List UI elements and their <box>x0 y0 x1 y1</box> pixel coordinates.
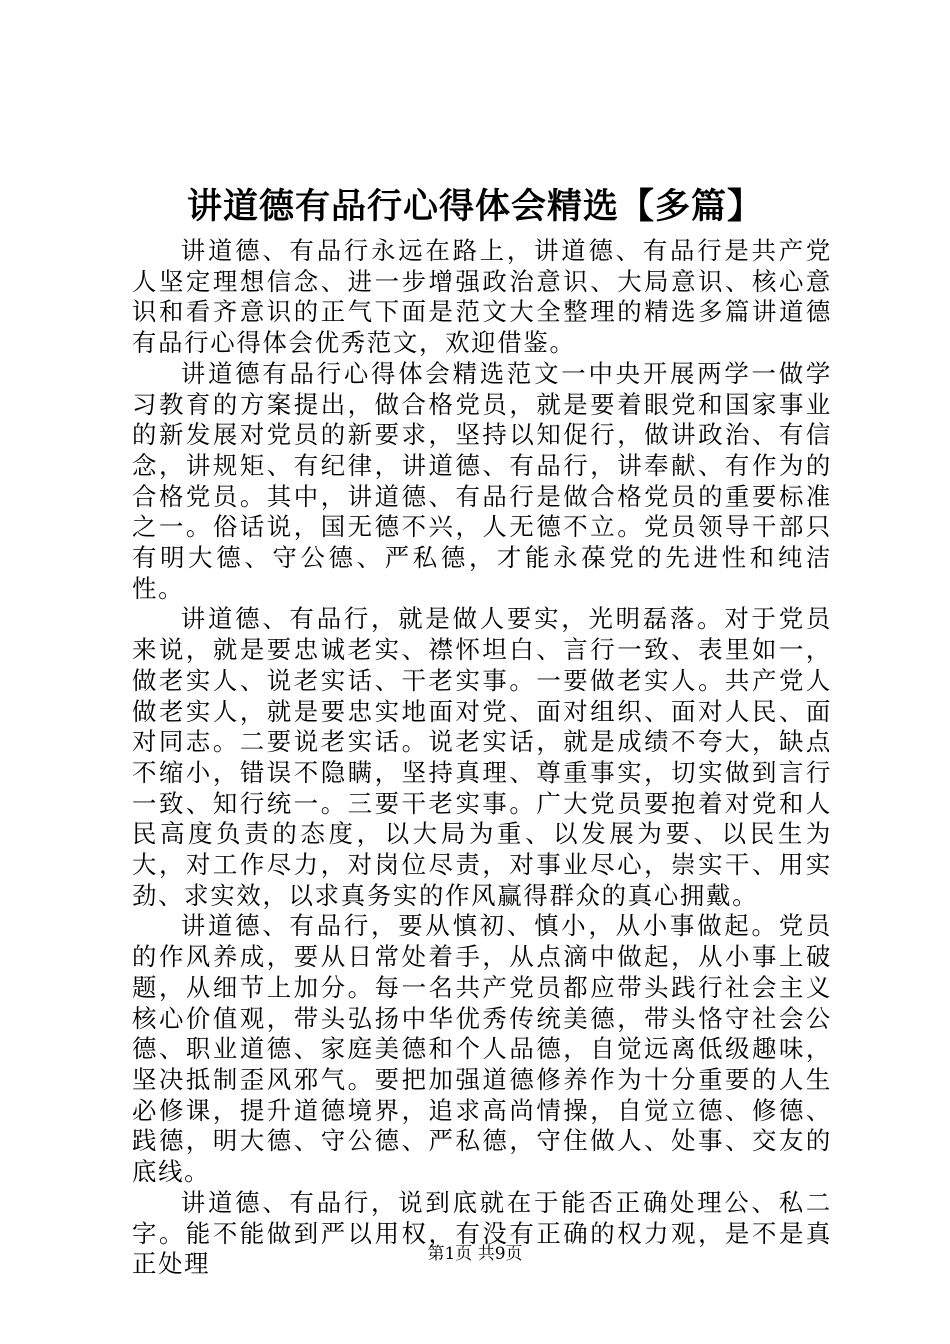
document-title: 讲道德有品行心得体会精选【多篇】 <box>186 186 763 227</box>
paragraph-small-things: 讲道德、有品行，要从慎初、慎小，从小事做起。党员的作风养成，要从日常处着手，从点滴中做起，从小事上破题，从细节上加分。每一名共产党员都应带头践行社会主义核心价值观，带头弘扬中华优秀传统美德，带头恪守社会公德、职业道德、家庭美德和个人品德，自觉远离低级趣味，坚决抵制歪风邪气。要把加强道德修养作为十分重要的人生必修课，提升道德境界，追求高尚情操，自觉立德、修德、践德，明大德、守公德、严私德，守住做人、处事、交友的底线。 <box>132 911 832 1187</box>
paragraph-intro: 讲道德、有品行永远在路上，讲道德、有品行是共产党人坚定理想信念、进一步增强政治意识、大局意识、核心意识和看齐意识的正气下面是范文大全整理的精选多篇讲道德有品行心得体会优秀范文，欢迎借鉴。 <box>132 236 832 358</box>
paragraph-public-private: 讲道德、有品行，说到底就在于能否正确处理公、私二字。能不能做到严以用权，有没有正确的权力观，是不是真正处理 <box>132 1187 832 1279</box>
document-body <box>132 236 832 1280</box>
page-footer <box>0 1242 950 1266</box>
paragraph-sample-one: 讲道德有品行心得体会精选范文一中央开展两学一做学习教育的方案提出，做合格党员，就是要着眼党和国家事业的新发展对党员的新要求，坚持以知促行，做讲政治、有信念，讲规矩、有纪律，讲道德、有品行，讲奉献、有作为的合格党员。其中，讲道德、有品行是做合格党员的重要标准之一。俗话说，国无德不兴，人无德不立。党员领导干部只有明大德、守公德、严私德，才能永葆党的先进性和纯洁性。 <box>132 358 832 603</box>
page-indicator: 第1页 共9页 <box>427 1244 523 1264</box>
paragraph-honesty: 讲道德、有品行，就是做人要实，光明磊落。对于党员来说，就是要忠诚老实、襟怀坦白、言行一致、表里如一，做老实人、说老实话、干老实事。一要做老实人。共产党人做老实人，就是要忠实地面对党、面对组织、面对人民、面对同志。二要说老实话。说老实话，就是成绩不夸大，缺点不缩小，错误不隐瞒，坚持真理、尊重事实，切实做到言行一致、知行统一。三要干老实事。广大党员要抱着对党和人民高度负责的态度，以大局为重、以发展为要、以民生为大，对工作尽力，对岗位尽责，对事业尽心，崇实干、用实劲、求实效，以求真务实的作风赢得群众的真心拥戴。 <box>132 604 832 910</box>
